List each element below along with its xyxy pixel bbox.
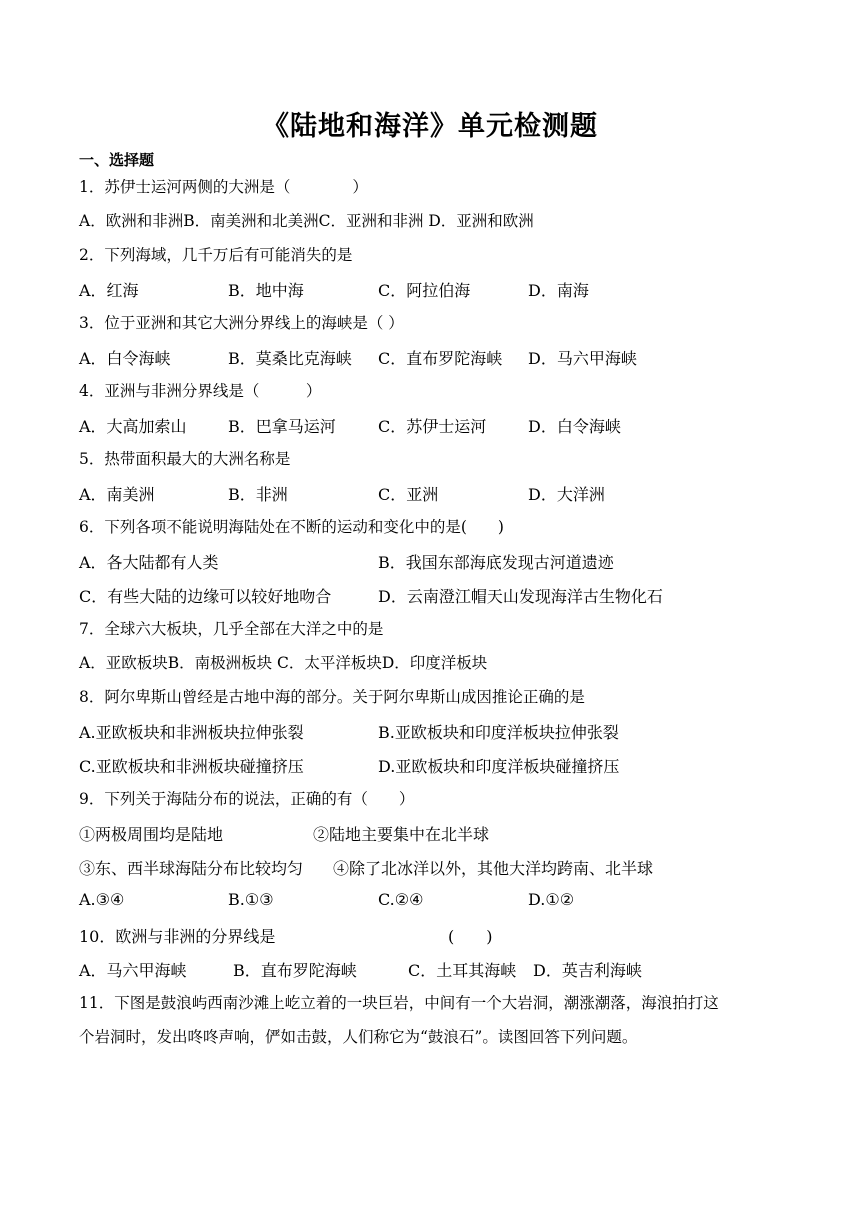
question-4-stem: 4．亚洲与非洲分界线是（ ）	[79, 382, 322, 400]
option-c: C．亚洲	[378, 485, 439, 504]
question-9-stem: 9．下列关于海陆分布的说法，正确的有（ ）	[79, 790, 415, 808]
question-8-stem: 8．阿尔卑斯山曾经是古地中海的部分。关于阿尔卑斯山成因推论正确的是	[79, 688, 585, 706]
question-4-options	[0, 414, 860, 436]
question-10-stem	[0, 924, 860, 946]
question-5-stem: 5．热带面积最大的大洲名称是	[79, 450, 291, 468]
question-3-stem: 3．位于亚洲和其它大洲分界线上的海峡是（ ）	[79, 314, 404, 332]
option-d: D．英吉利海峡	[533, 961, 642, 980]
question-2-stem: 2．下列海域，几千万后有可能消失的是	[79, 246, 353, 264]
statement-2: ②陆地主要集中在北半球	[313, 825, 490, 844]
option-d: D．云南澄江帽天山发现海洋古生物化石	[378, 587, 663, 606]
option-a: A．各大陆都有人类	[79, 553, 219, 572]
option-d: D.亚欧板块和印度洋板块碰撞挤压	[378, 757, 620, 776]
question-7-options: A．亚欧板块B．南极洲板块 C．太平洋板块D．印度洋板块	[79, 654, 488, 672]
page-title: 《陆地和海洋》单元检测题	[262, 111, 598, 142]
option-b: B．非洲	[228, 485, 288, 504]
question-11-stem-line-1: 11．下图是鼓浪屿西南沙滩上屹立着的一块巨岩，中间有一个大岩洞，潮涨潮落，海浪拍打这	[79, 994, 719, 1012]
question-11-stem-line-2: 个岩洞时，发出咚咚声响，俨如击鼓，人们称它为“鼓浪石”。读图回答下列问题。	[79, 1028, 638, 1046]
option-b: B．地中海	[228, 281, 304, 300]
option-c: C．苏伊士运河	[378, 417, 487, 436]
section-heading: 一、选择题	[79, 151, 155, 169]
option-d: D．白令海峡	[528, 417, 621, 436]
question-6-options-row-2	[0, 584, 860, 606]
option-b: B．巴拿马运河	[228, 417, 336, 436]
option-d: D.①②	[528, 890, 575, 909]
statement-4: ④除了北冰洋以外，其他大洋均跨南、北半球	[333, 859, 654, 878]
statement-3: ③东、西半球海陆分布比较均匀	[79, 859, 304, 878]
option-a: A．马六甲海峡	[79, 961, 187, 980]
option-b: B.亚欧板块和印度洋板块拉伸张裂	[378, 723, 619, 742]
question-10-options	[0, 958, 860, 980]
option-a: A．大高加索山	[79, 417, 187, 436]
statement-1: ①两极周围均是陆地	[79, 825, 224, 844]
option-b: B．我国东部海底发现古河道遗迹	[378, 553, 614, 572]
option-d: D．南海	[528, 281, 589, 300]
option-d: D．马六甲海峡	[528, 349, 637, 368]
option-c: C．阿拉伯海	[378, 281, 471, 300]
question-1-options: A．欧洲和非洲B．南美洲和北美洲C．亚洲和非洲 D．亚洲和欧洲	[79, 212, 534, 230]
question-8-options-row-1	[0, 720, 860, 742]
option-a: A.亚欧板块和非洲板块拉伸张裂	[79, 723, 304, 742]
answer-paren: ( )	[448, 927, 493, 946]
option-a: A．红海	[79, 281, 139, 300]
question-9-statements-row-2	[0, 856, 860, 878]
option-c: C．土耳其海峡	[408, 961, 517, 980]
question-10-text: 10．欧洲与非洲的分界线是	[79, 927, 276, 946]
option-b: B.①③	[228, 890, 274, 909]
option-c: C.亚欧板块和非洲板块碰撞挤压	[79, 757, 304, 776]
question-9-statements-row-1	[0, 822, 860, 844]
question-3-options	[0, 346, 860, 368]
option-b: B．直布罗陀海峡	[233, 961, 357, 980]
option-a: A．白令海峡	[79, 349, 171, 368]
question-2-options	[0, 278, 860, 300]
option-d: D．大洋洲	[528, 485, 605, 504]
option-c: C.②④	[378, 890, 424, 909]
question-1-stem: 1．苏伊士运河两侧的大洲是（ ）	[79, 178, 368, 196]
question-7-stem: 7．全球六大板块，几乎全部在大洋之中的是	[79, 620, 384, 638]
question-5-options	[0, 482, 860, 504]
question-6-stem: 6．下列各项不能说明海陆处在不断的运动和变化中的是( )	[79, 518, 504, 536]
option-a: A.③④	[79, 890, 125, 909]
question-9-options	[0, 890, 860, 912]
option-a: A．南美洲	[79, 485, 155, 504]
option-b: B．莫桑比克海峡	[228, 349, 352, 368]
option-c: C．有些大陆的边缘可以较好地吻合	[79, 587, 332, 606]
question-8-options-row-2	[0, 754, 860, 776]
option-c: C．直布罗陀海峡	[378, 349, 503, 368]
question-6-options-row-1	[0, 550, 860, 572]
